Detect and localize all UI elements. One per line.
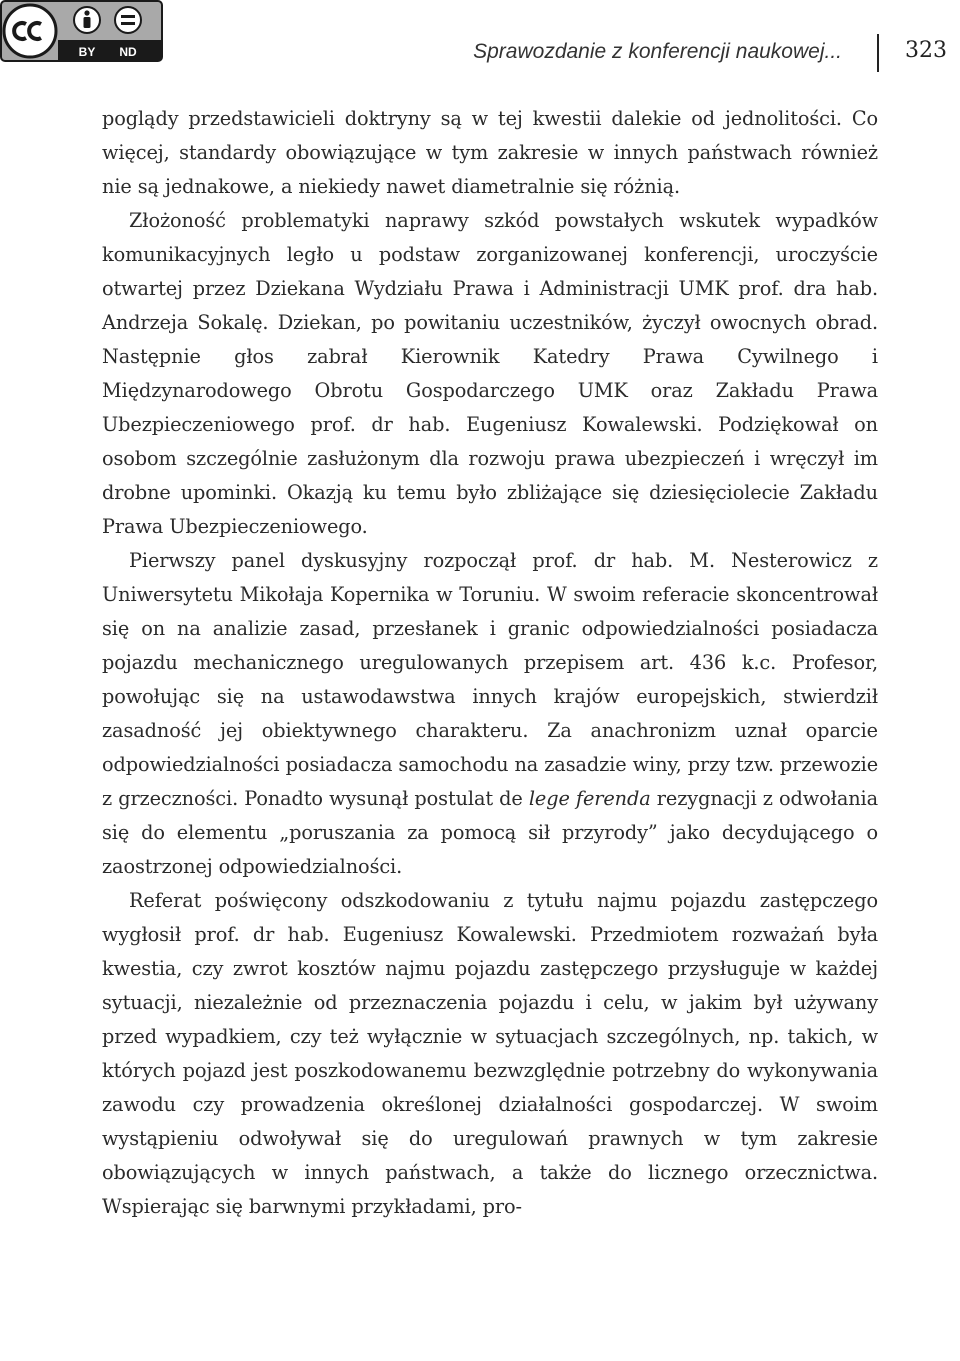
- header-divider: [877, 34, 879, 72]
- paragraph-4: Referat poświęcony odszkodowaniu z tytułu najmu pojazdu zastępczego wygłosił prof. dr hab. Eugeniusz Kowalewski. Przedmiotem rozważań była kwestia, czy zwrot kosztów najmu pojazdu zastępczego przysługuje w każdej sytuacji, niezależnie od przeznaczenia pojazdu i celu, w jakim był używany przed wypadkiem, czy też wyłącznie w sytuacjach szczególnych, np. takich, w których pojazd jest poszkodowanemu bezwzględnie potrzebny do wykonywania zawodu czy prowadzenia określonej działalności gospodarczej. W swoim wystąpieniu odwoływał się do uregulowań prawnych w tym zakresie obowiązujących w innych państwach, a także do licznego orzecznictwa. Wspierając się barwnymi przykładami, pro-: [102, 889, 878, 1218]
- body-text: [102, 102, 878, 1224]
- paragraph-3-text-before: Pierwszy panel dyskusyjny rozpoczął prof. dr hab. M. Nesterowicz z Uniwersytetu Mikołaja Kopernika w Toruniu. W swoim referacie skoncentrował się on na analizie zasad, przesłanek i granic odpowiedzialności posiadacza pojazdu mechanicznego uregulowanych przepisem art. 436 k.c. Profesor, powołując się na ustawodawstwa innych krajów europejskich, stwierdził zasadność jej obiektywnego charakteru. Za anachronizm uznał oparcie odpowiedzialności posiadacza samochodu na zasadzie winy, przy tzw. przewozie z grzeczności. Ponadto wysunął postulat de: [102, 549, 878, 810]
- latin-phrase-emphasis: lege ferenda: [528, 787, 651, 810]
- paragraph-1: poglądy przedstawicieli doktryny są w tej kwestii dalekie od jednolitości. Co więcej, standardy obowiązujące w tym zakresie w innych państwach również nie są jednakowe, a niekiedy nawet diametralnie się różnią.: [102, 107, 878, 198]
- creative-commons-by-nd-icon: [0, 0, 163, 62]
- paragraph-3: [102, 544, 878, 884]
- paragraph-2: Złożoność problematyki naprawy szkód powstałych wskutek wypadków komunikacyjnych legło u podstaw zorganizowanej konferencji, uroczyście otwartej przez Dziekana Wydziału Prawa i Administracji UMK prof. dra hab. Andrzeja Sokalę. Dziekan, po powitaniu uczestników, życzył owocnych obrad. Następnie głos zabrał Kierownik Katedry Prawa Cywilnego i Międzynarodowego Obrotu Gospodarczego UMK oraz Zakładu Prawa Ubezpieczeniowego prof. dr hab. Eugeniusz Kowalewski. Podziękował on osobom szczególnie zasłużonym dla rozwoju prawa ubezpieczeń i wręczył im drobne upominki. Okazją ku temu było zbliżające się dziesięciolecie Zakładu Prawa Ubezpieczeniowego.: [102, 209, 878, 538]
- badge-by-label: BY: [78, 45, 96, 59]
- page-number: 323: [905, 38, 947, 63]
- running-title: Sprawozdanie z konferencji naukowej...: [473, 40, 842, 63]
- paragraph-3-text-after: rezygnacji z odwołania się do elementu „poruszania za pomocą sił przyrody” jako decydującego o zaostrzonej odpowiedzialności.: [102, 787, 878, 878]
- badge-nd-label: ND: [119, 45, 137, 59]
